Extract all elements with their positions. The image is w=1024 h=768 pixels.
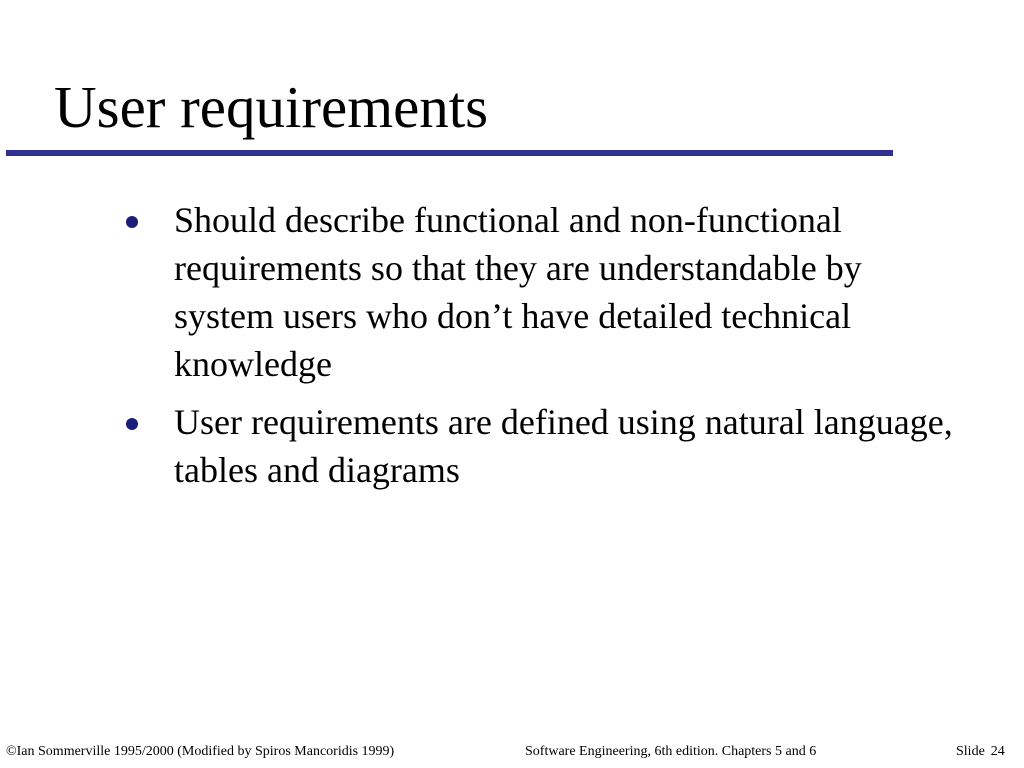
title-underline	[6, 150, 893, 156]
slide-number: 24	[990, 744, 1005, 759]
footer-copyright: ©Ian Sommerville 1995/2000 (Modified by Spiros Mancoridis 1999)	[6, 744, 395, 759]
bullet-dot-icon	[126, 216, 138, 228]
bullet-item	[124, 398, 954, 494]
slide-title: User requirements	[54, 74, 489, 140]
footer-book-title: Software Engineering, 6th edition. Chapters 5 and 6	[525, 744, 817, 759]
bullet-item	[124, 196, 954, 388]
bullet-dot-icon	[126, 418, 138, 430]
slide-label: Slide	[956, 744, 985, 759]
bullet-list	[124, 196, 954, 504]
bullet-text: User requirements are defined using natural language, tables and diagrams	[174, 402, 953, 490]
bullet-text: Should describe functional and non-functional requirements so that they are understandable by system users who don’t have detailed technical knowledge	[174, 200, 862, 384]
footer-slide-number	[956, 744, 1005, 760]
